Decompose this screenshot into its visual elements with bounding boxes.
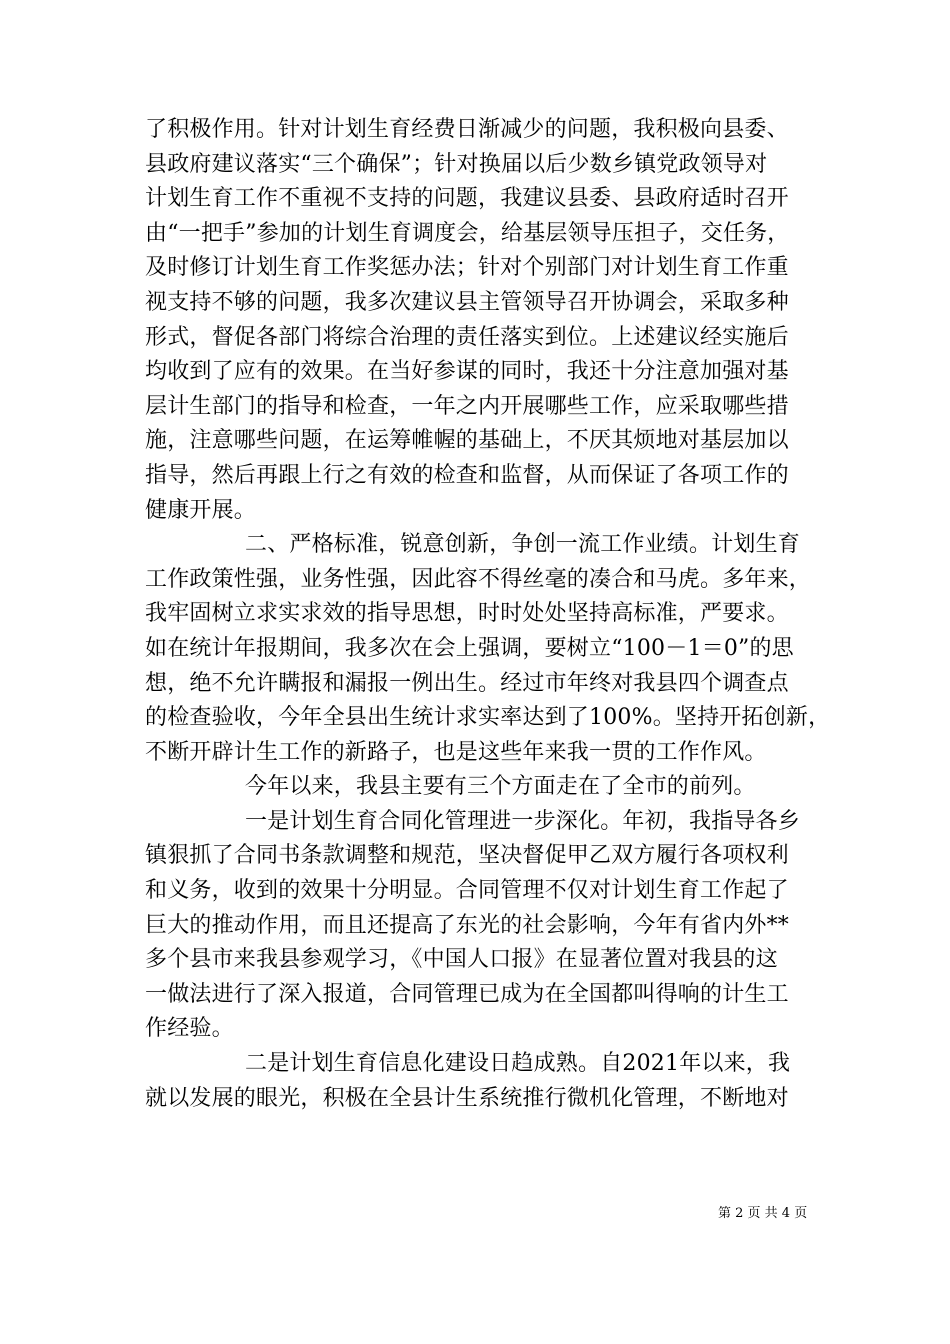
text-line: 我牢固树立求实求效的指导思想，时时处处坚持高标准，严要求。 <box>145 601 789 627</box>
paragraph-start-line: 二是计划生育信息化建设日趋成熟。自2021年以来，我 <box>245 1051 791 1077</box>
text-line: 如在统计年报期间，我多次在会上强调，要树立“100－1＝0”的思 <box>145 635 794 661</box>
text-line: 由“一把手”参加的计划生育调度会，给基层领导压担子，交任务， <box>145 220 790 246</box>
text-line: 形式，督促各部门将综合治理的责任落实到位。上述建议经实施后 <box>145 324 789 350</box>
text-line: 均收到了应有的效果。在当好参谋的同时，我还十分注意加强对基 <box>145 359 789 385</box>
text-line: 想，绝不允许瞒报和漏报一例出生。经过市年终对我县四个调查点 <box>145 670 789 696</box>
page-number: 第 2 页 共 4 页 <box>718 1206 808 1221</box>
text-line: 计划生育工作不重视不支持的问题，我建议县委、县政府适时召开 <box>145 186 789 212</box>
text-line: 不断开辟计生工作的新路子，也是这些年来我一贯的工作作风。 <box>145 739 767 765</box>
text-line: 施，注意哪些问题，在运筹帷幄的基础上，不厌其烦地对基层加以 <box>145 428 789 454</box>
text-line: 了积极作用。针对计划生育经费日渐减少的问题，我积极向县委、 <box>145 117 789 142</box>
text-line: 指导，然后再跟上行之有效的检查和监督，从而保证了各项工作的 <box>145 462 789 488</box>
text-line: 县政府建议落实“三个确保”；针对换届以后少数乡镇党政领导对 <box>145 151 768 177</box>
paragraph-start-line: 二、严格标准，锐意创新，争创一流工作业绩。计划生育 <box>245 532 801 558</box>
text-line: 视支持不够的问题，我多次建议县主管领导召开协调会，采取多种 <box>145 289 789 315</box>
text-line: 健康开展。 <box>145 497 257 523</box>
text-line: 镇狠抓了合同书条款调整和规范，坚决督促甲乙双方履行各项权利 <box>145 843 789 869</box>
text-line: 及时修订计划生育工作奖惩办法；针对个别部门对计划生育工作重 <box>145 255 789 281</box>
paragraph-start-line: 一是计划生育合同化管理进一步深化。年初，我指导各乡 <box>245 808 801 834</box>
paragraph-start-line: 今年以来，我县主要有三个方面走在了全市的前列。 <box>245 774 756 800</box>
text-line: 巨大的推动作用，而且还提高了东光的社会影响，今年有省内外** <box>145 912 790 938</box>
text-line: 就以发展的眼光，积极在全县计生系统推行微机化管理，不断地对 <box>145 1085 789 1111</box>
text-line: 工作政策性强，业务性强，因此容不得丝毫的凑合和马虎。多年来， <box>145 566 812 592</box>
text-line: 和义务，收到的效果十分明显。合同管理不仅对计划生育工作起了 <box>145 878 789 904</box>
text-line: 的检查验收，今年全县出生统计求实率达到了100%。坚持开拓创新， <box>145 705 831 731</box>
body-text <box>145 113 831 1116</box>
text-line: 层计生部门的指导和检查，一年之内开展哪些工作，应采取哪些措 <box>145 393 789 419</box>
text-line: 一做法进行了深入报道，合同管理已成为在全国都叫得响的计生工 <box>145 981 789 1007</box>
text-line: 作经验。 <box>145 1016 234 1042</box>
text-line: 多个县市来我县参观学习，《中国人口报》在显著位置对我县的这 <box>145 947 778 973</box>
